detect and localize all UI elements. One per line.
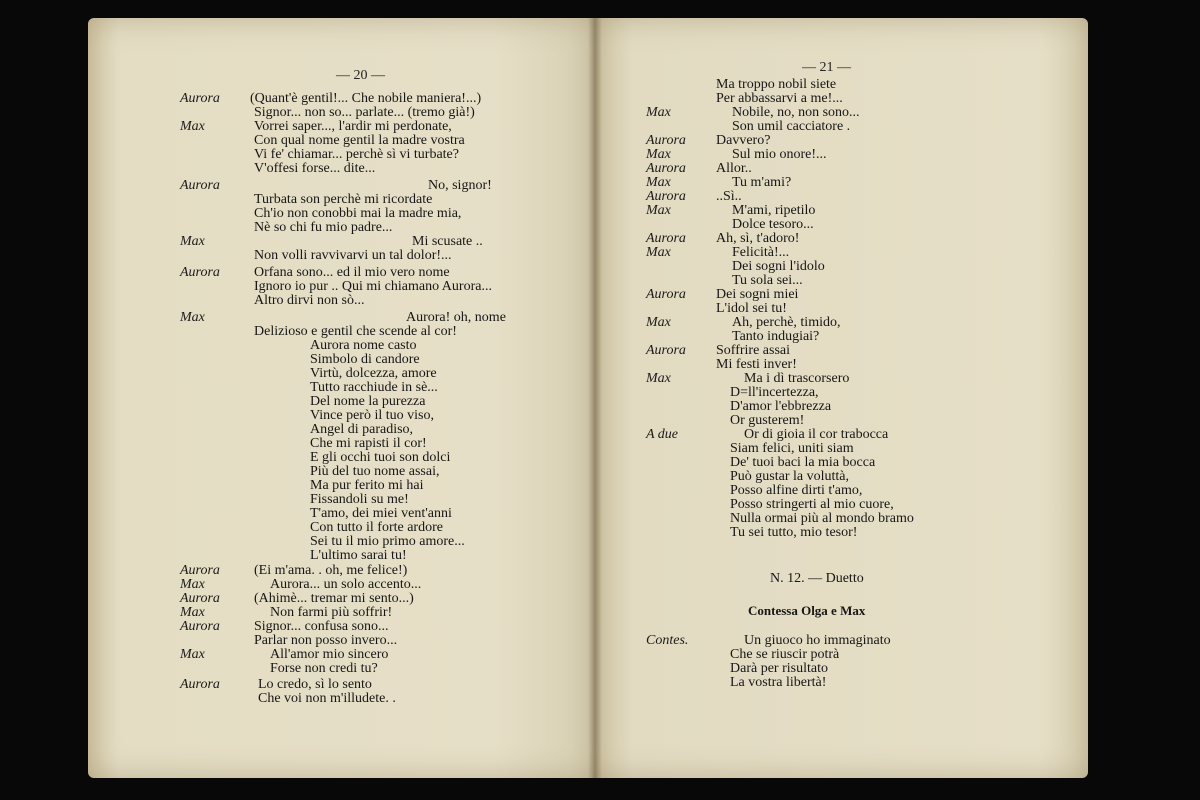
text-line: ..Sì..	[716, 189, 742, 204]
speaker-label: Max	[180, 234, 205, 249]
speaker-label: Max	[180, 577, 205, 592]
book-gutter	[588, 18, 602, 778]
right-page	[594, 18, 1088, 778]
text-line: E gli occhi tuoi son dolci	[310, 450, 451, 465]
speaker-label: Aurora	[180, 563, 220, 578]
text-line: Tutto racchiude in sè...	[310, 380, 438, 395]
text-line: Or gusterem!	[730, 413, 805, 428]
text-line: Fissandoli su me!	[310, 492, 409, 507]
text-line: Posso alfine dirti t'amo,	[730, 483, 863, 498]
page-number-left: — 20 —	[336, 68, 385, 83]
text-line: Nobile, no, non sono...	[732, 105, 860, 120]
text-line: L'ultimo sarai tu!	[310, 548, 407, 563]
text-line: Nulla ormai più al mondo bramo	[730, 511, 914, 526]
speaker-label: Max	[180, 647, 205, 662]
speaker-label: Max	[180, 605, 205, 620]
text-line: M'ami, ripetilo	[732, 203, 816, 218]
text-line: Tanto indugiai?	[732, 329, 820, 344]
text-line: All'amor mio sincero	[270, 647, 389, 662]
text-line: De' tuoi baci la mia bocca	[730, 455, 876, 470]
text-line: Angel di paradiso,	[310, 422, 414, 437]
text-line: Soffrire assai	[716, 343, 790, 358]
text-line: Più del tuo nome assai,	[310, 464, 440, 479]
text-line: Vince però il tuo viso,	[310, 408, 434, 423]
text-line: Son umil cacciatore .	[732, 119, 851, 134]
speaker-label: Aurora	[180, 591, 220, 606]
text-line: (Ahimè... tremar mi sento...)	[254, 591, 414, 606]
speaker-label: Aurora	[180, 677, 220, 692]
text-line: La vostra libertà!	[730, 675, 827, 690]
speaker-label: Max	[646, 147, 671, 162]
text-line: Mi festi inver!	[716, 357, 797, 372]
speaker-label: Aurora	[646, 287, 686, 302]
speaker-label: Aurora	[180, 619, 220, 634]
text-line: Signor... non so... parlate... (tremo già!)	[254, 105, 475, 120]
text-line: Orfana sono... ed il mio vero nome	[254, 265, 450, 280]
text-line: (Quant'è gentil!... Che nobile maniera!...)	[250, 91, 482, 106]
text-line: Dei sogni l'idolo	[732, 259, 825, 274]
text-line: Virtù, dolcezza, amore	[310, 366, 437, 381]
text-line: V'offesi forse... dite...	[254, 161, 376, 176]
speaker-label: Aurora	[646, 161, 686, 176]
text-line: Dolce tesoro...	[732, 217, 814, 232]
page-number-right: — 21 —	[802, 60, 851, 75]
speaker-label: Max	[646, 203, 671, 218]
text-line: Che mi rapisti il cor!	[310, 436, 427, 451]
speaker-label: Aurora	[646, 231, 686, 246]
text-line: Tu sola sei...	[732, 273, 803, 288]
text-line: Forse non credi tu?	[270, 661, 378, 676]
text-line: Che voi non m'illudete. .	[258, 691, 396, 706]
text-line: Ah, sì, t'adoro!	[716, 231, 800, 246]
text-line: Non volli ravvivarvi un tal dolor!...	[254, 248, 452, 263]
text-line: Può gustar la voluttà,	[730, 469, 849, 484]
text-line: Signor... confusa sono...	[254, 619, 389, 634]
text-line: Con tutto il forte ardore	[310, 520, 443, 535]
text-line: No, signor!	[428, 178, 492, 193]
text-line: Tu m'ami?	[732, 175, 792, 190]
text-line: Darà per risultato	[730, 661, 828, 676]
speaker-label: Max	[646, 175, 671, 190]
text-line: (Ei m'ama. . oh, me felice!)	[254, 563, 408, 578]
speaker-label: Max	[646, 245, 671, 260]
text-line: Ah, perchè, timido,	[732, 315, 841, 330]
text-line: Aurora! oh, nome	[406, 310, 506, 325]
text-line: Altro dirvi non sò...	[254, 293, 365, 308]
section-title: N. 12. — Duetto	[770, 571, 864, 586]
speaker-label: Aurora	[180, 178, 220, 193]
speaker-label: Aurora	[646, 133, 686, 148]
text-line: Turbata son perchè mi ricordate	[254, 192, 433, 207]
text-line: Sei tu il mio primo amore...	[310, 534, 465, 549]
text-line: Davvero?	[716, 133, 771, 148]
section-subtitle: Contessa Olga e Max	[748, 603, 866, 618]
text-line: Delizioso e gentil che scende al cor!	[254, 324, 457, 339]
speaker-label: Aurora	[180, 91, 220, 106]
text-line: Ma pur ferito mi hai	[310, 478, 424, 493]
speaker-label: Aurora	[646, 189, 686, 204]
text-line: Aurora nome casto	[310, 338, 417, 353]
text-line: Posso stringerti al mio cuore,	[730, 497, 894, 512]
speaker-label: Aurora	[646, 343, 686, 358]
text-line: Allor..	[716, 161, 752, 176]
speaker-label: Max	[180, 310, 205, 325]
text-line: Non farmi più soffrir!	[270, 605, 393, 620]
text-line: Ma troppo nobil siete	[716, 77, 837, 92]
left-page	[88, 18, 594, 778]
text-line: Ch'io non conobbi mai la madre mia,	[254, 206, 462, 221]
text-line: L'idol sei tu!	[716, 301, 787, 316]
text-line: Lo credo, sì lo sento	[258, 677, 372, 692]
text-line: Mi scusate ..	[412, 234, 483, 249]
text-line: Vorrei saper..., l'ardir mi perdonate,	[254, 119, 452, 134]
text-line: Un giuoco ho immaginato	[744, 633, 891, 648]
text-line: Per abbassarvi a me!...	[716, 91, 843, 106]
text-line: D'amor l'ebbrezza	[730, 399, 832, 414]
text-line: Siam felici, uniti siam	[730, 441, 854, 456]
speaker-label: Aurora	[180, 265, 220, 280]
text-line: Parlar non posso invero...	[254, 633, 398, 648]
text-line: Che se riuscir potrà	[730, 647, 840, 662]
text-line: Ignoro io pur .. Qui mi chiamano Aurora...	[254, 279, 492, 294]
text-line: Nè so chi fu mio padre...	[254, 220, 393, 235]
text-line: Aurora... un solo accento...	[270, 577, 422, 592]
text-line: Vi fe' chiamar... perchè sì vi turbate?	[254, 147, 459, 162]
text-line: D=ll'incertezza,	[730, 385, 819, 400]
text-line: Tu sei tutto, mio tesor!	[730, 525, 858, 540]
text-line: Or di gioia il cor trabocca	[744, 427, 889, 442]
speaker-label: Max	[646, 371, 671, 386]
text-line: Felicità!...	[732, 245, 790, 260]
speaker-label: Max	[180, 119, 205, 134]
speaker-label: Contes.	[646, 633, 689, 648]
speaker-label: Max	[646, 315, 671, 330]
text-line: Con qual nome gentil la madre vostra	[254, 133, 465, 148]
open-booklet	[88, 18, 1088, 782]
text-line: Simbolo di candore	[310, 352, 420, 367]
text-line: Dei sogni miei	[716, 287, 799, 302]
text-line: Ma i dì trascorsero	[744, 371, 850, 386]
text-line: Del nome la purezza	[310, 394, 426, 409]
speaker-label: A due	[646, 427, 679, 442]
speaker-label: Max	[646, 105, 671, 120]
text-line: Sul mio onore!...	[732, 147, 827, 162]
text-line: T'amo, dei miei vent'anni	[310, 506, 452, 521]
